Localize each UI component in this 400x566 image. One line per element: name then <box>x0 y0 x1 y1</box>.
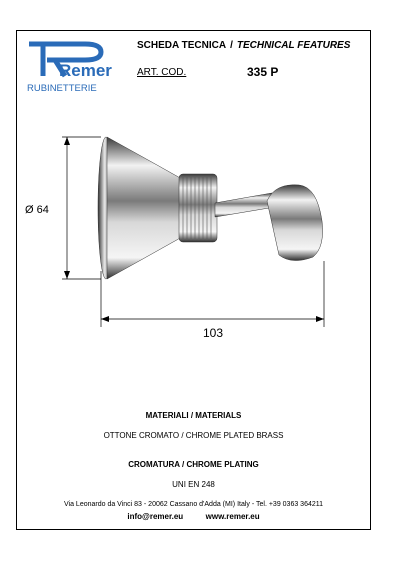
product-drawing <box>17 121 372 356</box>
swivel-arm <box>215 193 275 217</box>
remer-logo <box>25 38 117 94</box>
diameter-label: Ø 64 <box>25 204 49 216</box>
website-link[interactable]: www.remer.eu <box>205 512 260 521</box>
sheet-header <box>137 40 350 51</box>
article-code: 335 P <box>247 65 279 79</box>
title-separator: / <box>230 40 233 51</box>
arrow-down-icon <box>64 271 70 279</box>
materials-value: OTTONE CROMATO / CHROME PLATED BRASS <box>103 431 284 440</box>
email-link[interactable]: info@remer.eu <box>127 512 184 521</box>
shower-holder-cup <box>267 185 323 261</box>
plating-value: UNI EN 248 <box>172 480 215 489</box>
plating-heading: CROMATURA / CHROME PLATING <box>128 460 259 469</box>
logo-subtitle: RUBINETTERIE <box>27 83 97 94</box>
logo-brand: Remer <box>59 61 112 80</box>
length-label: 103 <box>203 326 224 340</box>
arrow-up-icon <box>64 137 70 145</box>
materials-heading: MATERIALI / MATERIALS <box>145 411 242 420</box>
technical-sheet <box>16 30 371 530</box>
company-address: Via Leonardo da Vinci 83 - 20062 Cassano d'Adda (MI) Italy - Tel. +39 0363 364211 <box>63 501 324 508</box>
art-cod-label: ART. COD. <box>137 67 187 78</box>
title-italian: SCHEDA TECNICA <box>137 40 227 51</box>
arrow-left-icon <box>101 316 109 322</box>
title-english: TECHNICAL FEATURES <box>236 40 351 51</box>
contact-line <box>17 512 370 521</box>
arrow-right-icon <box>316 316 324 322</box>
cone-body <box>107 137 182 279</box>
